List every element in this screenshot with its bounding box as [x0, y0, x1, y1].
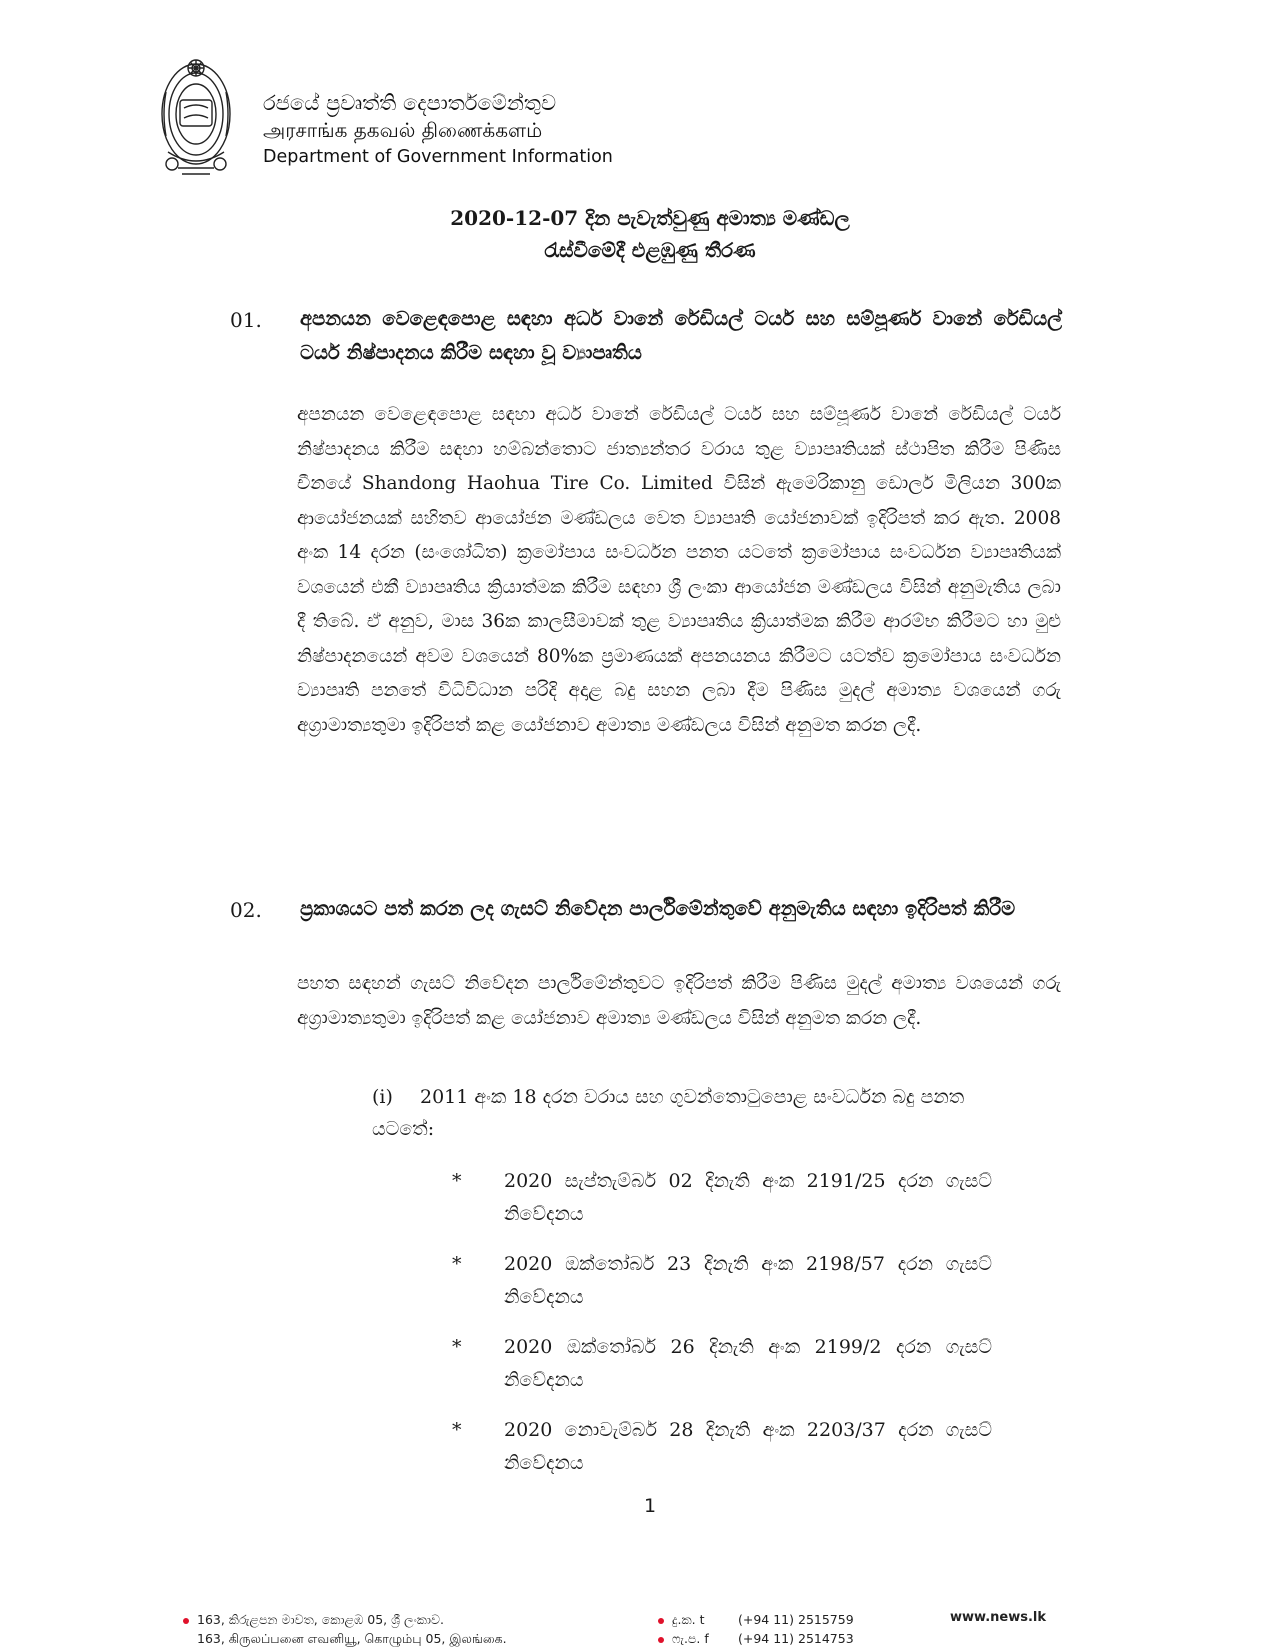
item-number: 02.	[230, 898, 262, 922]
list-item-text: 2020 සැප්තැම්බර් 02 දිනැති අංක 2191/25 දරන ගැසට් නිවේදනය	[504, 1170, 992, 1225]
bullet-star: *	[452, 1336, 462, 1358]
sri-lanka-emblem-icon	[158, 52, 234, 178]
footer-contact	[658, 1610, 854, 1648]
bullet-star: *	[452, 1170, 462, 1192]
page-number: 1	[644, 1495, 657, 1517]
list-item-text: 2020 නොවැම්බර් 28 දිනැති අංක 2203/37 දරන ගැසට් නිවේදනය	[504, 1419, 992, 1474]
fax-number: (+94 11) 2514753	[738, 1631, 854, 1646]
bullet-star: *	[452, 1253, 462, 1275]
bullet-star: *	[452, 1419, 462, 1441]
title-line-1: 2020-12-07 දින පැවැත්වුණු අමාත්‍ය මණ්ඩල	[450, 206, 850, 230]
website-link[interactable]: www.news.lk	[950, 1610, 1046, 1625]
list-item	[452, 1331, 992, 1397]
dept-name-english: Department of Government Information	[263, 147, 613, 167]
fax-label: ෆැ.ප. f	[672, 1631, 709, 1646]
title-line-2: රැස්වීමේදී එළඹුණු තීරණ	[544, 238, 756, 262]
department-name	[263, 90, 613, 171]
list-item-text: 2020 ඔක්තෝබර් 23 දිනැති අංක 2198/57 දරන ගැසට් නිවේදනය	[504, 1253, 992, 1308]
footer-address	[183, 1610, 507, 1648]
item-paragraph: පහත සඳහන් ගැසට් නිවේදන පාර්ලිමේන්තුවට ඉදිරිපත් කිරීම පිණිස මුදල් අමාත්‍ය වශයෙන් ගරු අග්‍රාමාත්‍යතුමා ඉදිරිපත් කළ යෝජනාව අමාත්‍ය මණ්ඩලය විසින් අනුමත කරන ලදී.	[297, 973, 1061, 1029]
address-sinhala: 163, කිරුළපන මාවත, කොළඹ 05, ශ්‍රී ලංකාව.	[197, 1612, 444, 1627]
sub-item-text: 2011 අංක 18 දරන වරාය සහ ගුවන්තොටුපොළ සංවර්ධන බදු පනත යටතේ:	[372, 1086, 965, 1140]
list-item	[452, 1248, 992, 1314]
list-item	[452, 1414, 992, 1480]
sub-item-number: (i)	[372, 1086, 393, 1108]
dept-name-sinhala: රජයේ ප්‍රවෘත්ති දෙපාර්තමේන්තුව	[263, 91, 557, 115]
bullet-dot-icon	[658, 1618, 664, 1624]
item-heading: අපනයන වෙළෙඳපොළ සඳහා අර්ධ වානේ රේඩියල් ටයර් සහ සම්පූර්ණ වානේ රේඩියල් ටයර් නිෂ්පාදනය කිරීම සඳහා වූ ව්‍යාපෘතිය	[300, 307, 1062, 364]
dept-name-tamil: அரசாங்க தகவல் திணைக்களம்	[263, 118, 543, 142]
list-item	[452, 1165, 992, 1231]
footer	[0, 1610, 1275, 1650]
bullet-dot-icon	[658, 1637, 664, 1643]
item-paragraph: අපනයන වෙළෙඳපොළ සඳහා අර්ධ වානේ රේඩියල් ටයර් සහ සම්පූර්ණ වානේ රේඩියල් ටයර් නිෂ්පාදනය කිරීම සඳහා හම්බන්තොට ජාත්‍යන්තර වරාය තුළ ව්‍යාපෘතියක් ස්ථාපිත කිරීම පිණිස චීනයේ Shandong Haohua Tire Co. Limited විසින් ඇමෙරිකානු ඩොලර් මිලියන 300ක ආයෝජනයක් සහිතව ආයෝජන මණ්ඩලය වෙත ව්‍යාපෘති යෝජනාවක් ඉදිරිපත් කර ඇත. 2008 අංක 14 දරන (සංශෝධිත) ක්‍රමෝපාය සංවර්ධන පනත යටතේ ක්‍රමෝපාය සංවර්ධන ව්‍යාපෘතියක් වශයෙන් එකී ව්‍යාපෘතිය ක්‍රියාත්මක කිරීම සඳහා ශ්‍රී ලංකා ආයෝජන මණ්ඩලය විසින් අනුමැතිය ලබා දී තිබේ. ඒ අනුව, මාස 36ක කාලසීමාවක් තුළ ව්‍යාපෘතිය ක්‍රියාත්මක කිරීම ආරම්භ කිරීමට හා මුළු නිෂ්පාදනයෙන් අවම වශයෙන් 80%ක ප්‍රමාණයක් අපනයනය කිරීමට යටත්ව ක්‍රමෝපාය සංවර්ධන ව්‍යාපෘති පනතේ විධිවිධාන පරිදි අදාළ බදු සහන ලබා දීම පිණිස මුදල් අමාත්‍ය වශයෙන් ගරු අග්‍රාමාත්‍යතුමා ඉදිරිපත් කළ යෝජනාව අමාත්‍ය මණ්ඩලය විසින් අනුමත කරන ලදී.	[297, 404, 1061, 736]
address-tamil: 163, கிருலப்பனை எவனியூ, கொழும்பு 05, இலங்கை.	[197, 1631, 507, 1646]
list-item-text: 2020 ඔක්තෝබර් 26 දිනැති අංක 2199/2 දරන ගැසට් නිවේදනය	[504, 1336, 992, 1391]
bullet-dot-icon	[183, 1618, 189, 1624]
phone-label: දු.ක. t	[672, 1612, 705, 1627]
sub-item	[372, 1081, 992, 1145]
phone-number: (+94 11) 2515759	[738, 1612, 854, 1627]
document-title	[300, 202, 1000, 266]
item-number: 01.	[230, 308, 262, 332]
item-heading: ප්‍රකාශයට පත් කරන ලද ගැසට් නිවේදන පාර්ලිමේන්තුවේ අනුමැතිය සඳහා ඉදිරිපත් කිරීම	[300, 897, 1016, 920]
spacer	[183, 1637, 189, 1643]
